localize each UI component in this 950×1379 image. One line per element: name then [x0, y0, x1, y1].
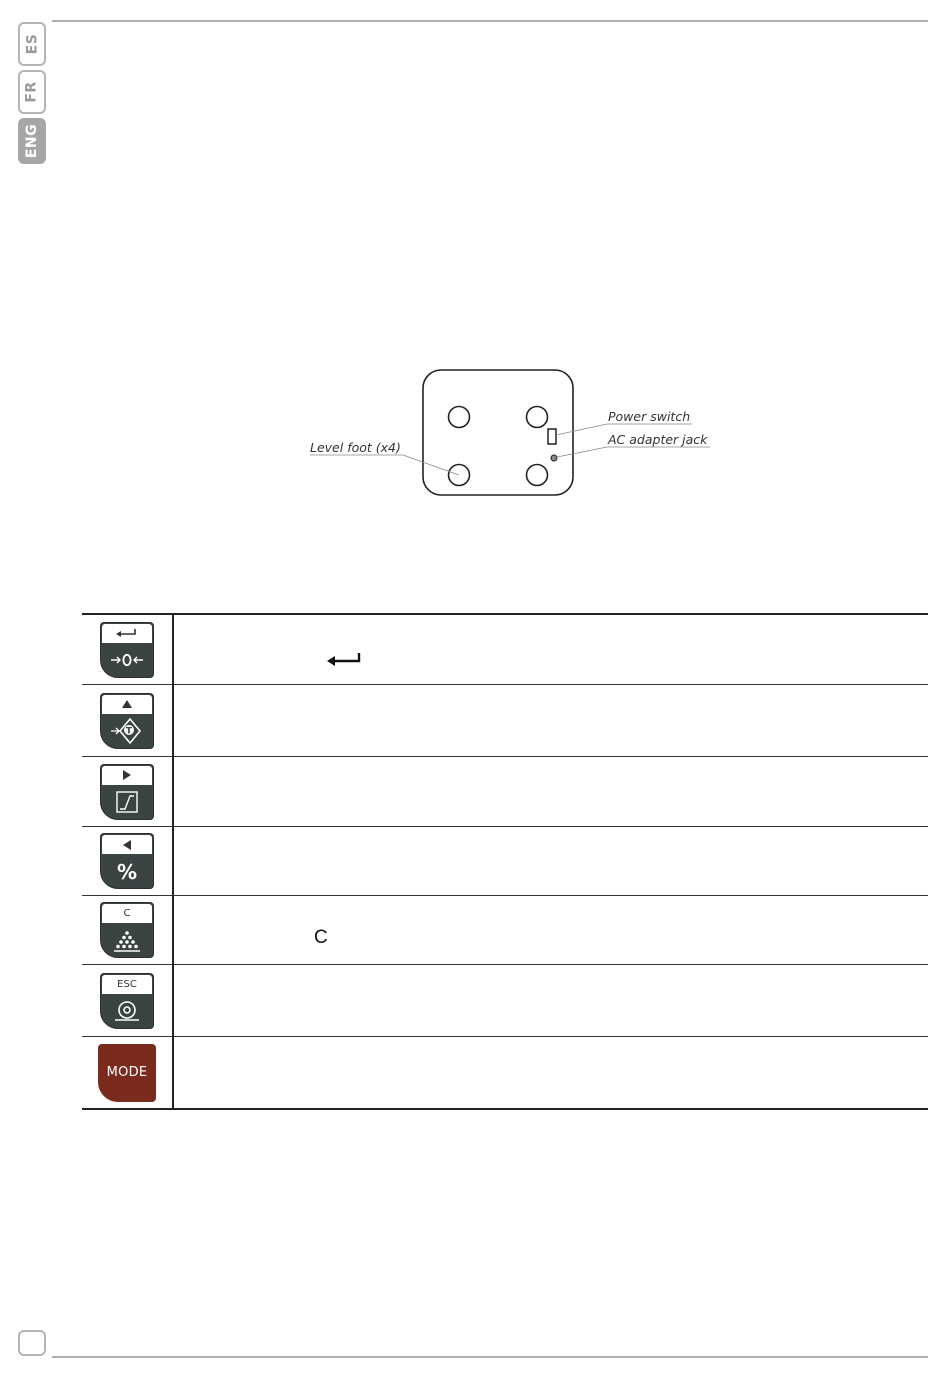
key-cell [82, 615, 174, 684]
key-cell [82, 1037, 174, 1108]
power-switch-label: Power switch [608, 409, 691, 424]
triangle-up-icon [102, 695, 152, 714]
c-key-inline-label: C [314, 927, 328, 948]
key-description [174, 896, 928, 964]
enter-arrow-icon [102, 624, 152, 643]
key-function-table [82, 613, 928, 1110]
right-function-key[interactable] [100, 764, 154, 820]
c-count-key[interactable] [100, 902, 154, 958]
table-row [82, 684, 928, 756]
zero-icon [101, 644, 153, 677]
function-icon [101, 786, 153, 819]
key-description [174, 615, 928, 684]
language-tab-label: ENG [24, 123, 40, 159]
language-tab-label: ES [24, 33, 40, 55]
key-cell [82, 896, 174, 964]
table-row [82, 895, 928, 964]
parts-count-icon [101, 924, 153, 957]
enter-arrow-icon [326, 651, 362, 667]
page-number-box [18, 1330, 46, 1356]
triangle-right-icon [102, 766, 152, 785]
language-tab-es[interactable] [18, 22, 46, 66]
rear-panel-diagram [300, 360, 720, 505]
esc-key-label: ESC [102, 975, 152, 994]
triangle-left-icon [102, 835, 152, 854]
percent-icon [101, 855, 153, 888]
top-rule [52, 20, 928, 22]
key-cell [82, 965, 174, 1036]
esc-print-key[interactable] [100, 973, 154, 1029]
left-percent-key[interactable] [100, 833, 154, 889]
table-row [82, 1036, 928, 1108]
up-tare-key[interactable] [100, 693, 154, 749]
key-description [174, 827, 928, 895]
svg-text:T: T [125, 726, 133, 737]
key-cell [82, 757, 174, 826]
print-icon [101, 995, 153, 1028]
ac-adapter-jack-label: AC adapter jack [608, 432, 708, 447]
language-tab-label: FR [24, 81, 40, 103]
language-tab-eng[interactable] [18, 118, 46, 164]
key-cell [82, 827, 174, 895]
mode-key[interactable]: MODE [98, 1044, 156, 1102]
level-foot-label: Level foot (x4) [310, 440, 401, 455]
level-foot [449, 407, 470, 428]
level-foot [527, 407, 548, 428]
key-cell [82, 685, 174, 756]
key-description [174, 965, 928, 1036]
power-switch [548, 429, 556, 444]
language-tab-fr[interactable] [18, 70, 46, 114]
ac-adapter-jack [551, 455, 557, 461]
table-row [82, 615, 928, 684]
table-row [82, 826, 928, 895]
tare-icon [101, 715, 153, 748]
enter-zero-key[interactable] [100, 622, 154, 678]
percent-label: % [116, 859, 138, 884]
table-row [82, 964, 928, 1036]
table-row [82, 756, 928, 826]
c-key-label: C [102, 904, 152, 923]
bottom-rule [52, 1356, 928, 1358]
level-foot [527, 465, 548, 486]
key-description [174, 1037, 928, 1108]
key-description [174, 757, 928, 826]
key-description [174, 685, 928, 756]
